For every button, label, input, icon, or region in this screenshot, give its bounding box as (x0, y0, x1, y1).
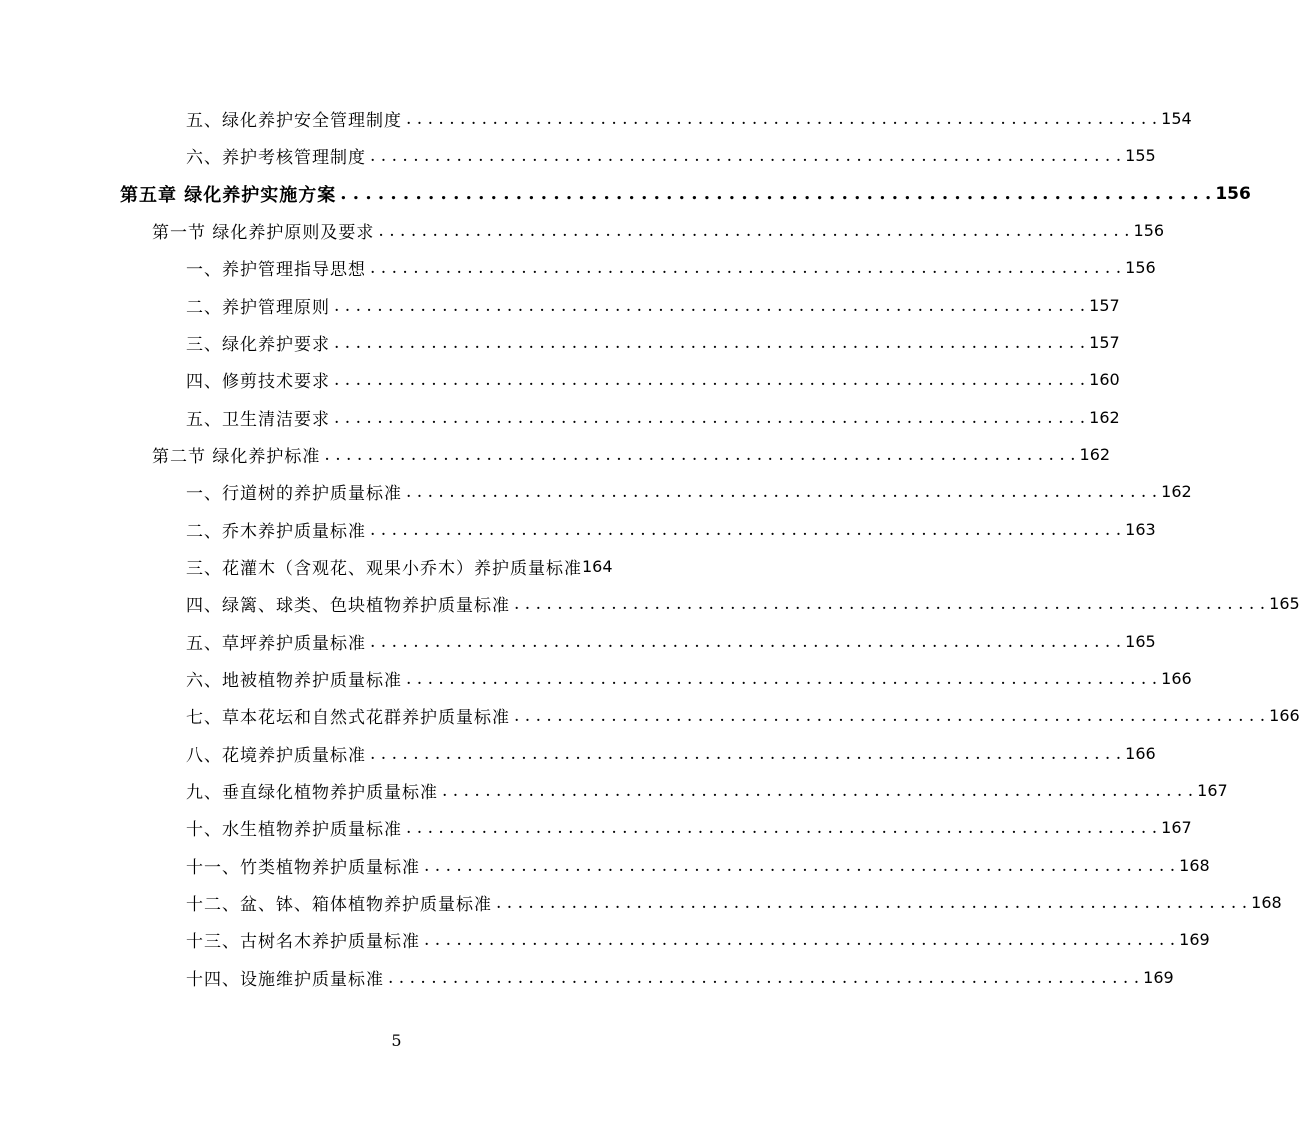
dot-leader (496, 893, 1247, 913)
toc-section-entry[interactable] (0, 212, 1165, 249)
toc-entry-page: 166 (1269, 706, 1300, 725)
toc-entry[interactable] (0, 847, 1210, 884)
toc-entry-title: 一、行道树的养护质量标准 (186, 484, 402, 504)
dot-leader (406, 109, 1157, 129)
dot-leader (406, 482, 1157, 502)
toc-entry-page: 162 (1089, 408, 1120, 427)
toc-entry-page: 168 (1251, 893, 1282, 912)
toc-entry[interactable] (0, 697, 1300, 734)
toc-entry-title: 二、乔木养护质量标准 (186, 522, 366, 542)
dot-leader (406, 818, 1157, 838)
dot-leader (424, 930, 1175, 950)
toc-entry-page: 167 (1161, 818, 1192, 837)
toc-entry-title: 一、养护管理指导思想 (186, 260, 366, 280)
toc-entry-page: 167 (1197, 781, 1228, 800)
toc-entry-page: 156 (1125, 258, 1156, 277)
toc-entry[interactable] (0, 959, 1174, 996)
toc-entry-page: 156 (1215, 183, 1251, 204)
dot-leader (370, 258, 1121, 278)
toc-entry-page: 157 (1089, 296, 1120, 315)
toc-entry-page: 168 (1179, 856, 1210, 875)
toc-entry-page: 165 (1125, 632, 1156, 651)
dot-leader (406, 669, 1157, 689)
toc-entry-title: 七、草本花坛和自然式花群养护质量标准 (186, 708, 510, 728)
toc-entry[interactable] (0, 361, 1120, 398)
toc-chapter-entry[interactable] (0, 175, 1251, 212)
dot-leader (424, 856, 1175, 876)
toc-entry[interactable] (0, 548, 1100, 585)
toc-entry-title: 三、绿化养护要求 (186, 335, 330, 355)
dot-leader (514, 706, 1265, 726)
toc-entry-page: 155 (1125, 146, 1156, 165)
toc-entry-title: 五、绿化养护安全管理制度 (186, 111, 402, 131)
page-number: 5 (391, 1031, 402, 1050)
dot-leader (378, 221, 1129, 241)
toc-entry[interactable] (0, 660, 1192, 697)
toc-entry-title: 五、卫生清洁要求 (186, 410, 330, 430)
toc-entry-title: 十一、竹类植物养护质量标准 (186, 858, 420, 878)
toc-entry[interactable] (0, 623, 1156, 660)
dot-leader (334, 296, 1085, 316)
dot-leader (334, 408, 1085, 428)
toc-entry-page: 157 (1089, 333, 1120, 352)
toc-entry[interactable] (0, 137, 1156, 174)
toc-entry-page: 166 (1125, 744, 1156, 763)
toc-entry-page: 164 (582, 557, 613, 576)
toc-entry[interactable] (0, 287, 1120, 324)
toc-entry[interactable] (0, 399, 1120, 436)
toc-entry[interactable] (0, 511, 1156, 548)
toc-entry-page: 156 (1133, 221, 1165, 240)
dot-leader (370, 744, 1121, 764)
dot-leader (370, 520, 1121, 540)
toc-entry[interactable] (0, 100, 1192, 137)
toc-entry-title: 九、垂直绿化植物养护质量标准 (186, 783, 438, 803)
toc-entry[interactable] (0, 324, 1120, 361)
toc-entry-title: 十四、设施维护质量标准 (186, 970, 384, 990)
toc-entry[interactable] (0, 735, 1156, 772)
toc-entry-page: 166 (1161, 669, 1192, 688)
toc-section-entry[interactable] (0, 436, 1111, 473)
toc-entry[interactable] (0, 884, 1282, 921)
toc-entry-page: 154 (1161, 109, 1192, 128)
dot-leader (514, 594, 1265, 614)
toc-entry-title: 十、水生植物养护质量标准 (186, 820, 402, 840)
toc-entry-title: 第一节 绿化养护原则及要求 (152, 223, 375, 243)
toc-entry-title: 四、修剪技术要求 (186, 372, 330, 392)
toc-entry-title: 十三、古树名木养护质量标准 (186, 932, 420, 952)
dot-leader (370, 146, 1121, 166)
toc-entry-page: 160 (1089, 370, 1120, 389)
dot-leader (442, 781, 1193, 801)
toc-entry-title: 三、花灌木（含观花、观果小乔木）养护质量标准 (186, 559, 582, 579)
toc-entry[interactable] (0, 809, 1192, 846)
dot-leader (334, 370, 1085, 390)
toc-entry-title: 二、养护管理原则 (186, 298, 330, 318)
toc-entry-title: 五、草坪养护质量标准 (186, 634, 366, 654)
toc-entry[interactable] (0, 473, 1192, 510)
dot-leader (334, 333, 1085, 353)
dot-leader (324, 445, 1075, 465)
dot-leader (388, 968, 1139, 988)
toc-entry-page: 163 (1125, 520, 1156, 539)
toc-entry-title: 第五章 绿化养护实施方案 (120, 184, 337, 206)
toc-entry[interactable] (0, 249, 1156, 286)
toc-entry[interactable] (0, 921, 1210, 958)
toc-entry-page: 169 (1179, 930, 1210, 949)
dot-leader (370, 632, 1121, 652)
toc-entry-title: 十二、盆、钵、箱体植物养护质量标准 (186, 895, 492, 915)
dot-leader (340, 183, 1211, 204)
toc-entry-title: 第二节 绿化养护标准 (152, 447, 321, 467)
toc-entry[interactable] (0, 772, 1228, 809)
toc-entry-title: 四、绿篱、球类、色块植物养护质量标准 (186, 596, 510, 616)
toc-entry-page: 162 (1161, 482, 1192, 501)
toc-entry-page: 162 (1079, 445, 1111, 464)
toc-entry-title: 六、养护考核管理制度 (186, 148, 366, 168)
toc-entry-title: 六、地被植物养护质量标准 (186, 671, 402, 691)
toc-entry-page: 165 (1269, 594, 1300, 613)
toc-entry[interactable] (0, 585, 1300, 622)
toc-entry-title: 八、花境养护质量标准 (186, 746, 366, 766)
toc-entry-page: 169 (1143, 968, 1174, 987)
